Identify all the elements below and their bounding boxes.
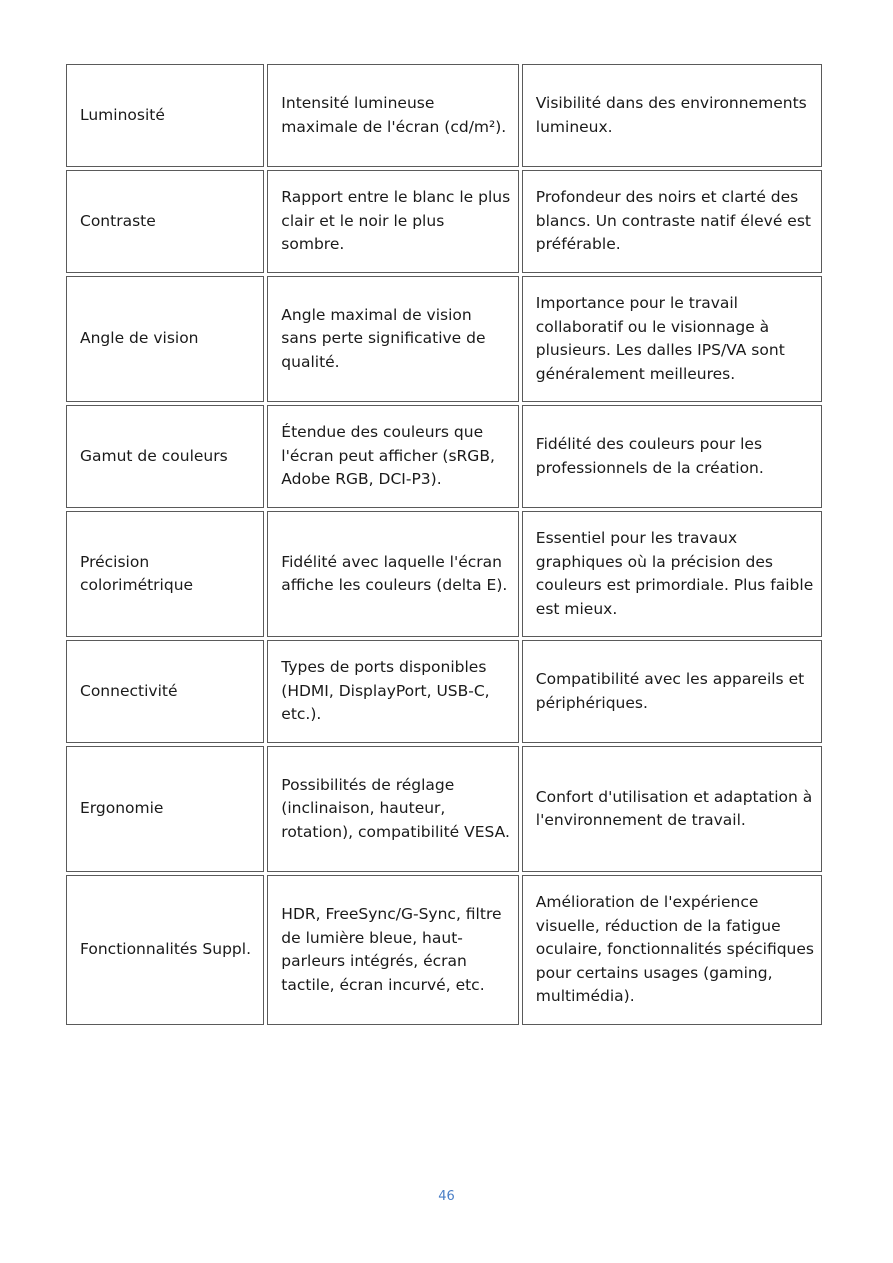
term-cell: Précision colorimétrique xyxy=(66,511,264,637)
term-cell: Ergonomie xyxy=(66,746,264,872)
definition-cell: Fidélité avec laquelle l'écran affiche les couleurs (delta E). xyxy=(267,511,518,637)
importance-cell: Amélioration de l'expérience visuelle, réduction de la fatigue oculaire, fonctionnalités spécifiques pour certains usages (gaming, multimédia). xyxy=(522,875,822,1025)
definition-cell: Types de ports disponibles (HDMI, DisplayPort, USB-C, etc.). xyxy=(267,640,518,743)
term-cell: Luminosité xyxy=(66,64,264,167)
importance-cell: Essentiel pour les travaux graphiques où la précision des couleurs est primordiale. Plus faible est mieux. xyxy=(522,511,822,637)
spec-table xyxy=(63,61,825,1028)
table-row xyxy=(66,405,822,508)
table-row xyxy=(66,640,822,743)
term-cell: Fonctionnalités Suppl. xyxy=(66,875,264,1025)
table-row xyxy=(66,746,822,872)
table-row xyxy=(66,170,822,273)
definition-cell: Étendue des couleurs que l'écran peut afficher (sRGB, Adobe RGB, DCI-P3). xyxy=(267,405,518,508)
definition-cell: Rapport entre le blanc le plus clair et le noir le plus sombre. xyxy=(267,170,518,273)
term-cell: Contraste xyxy=(66,170,264,273)
term-cell: Angle de vision xyxy=(66,276,264,402)
table-row xyxy=(66,64,822,167)
term-cell: Gamut de couleurs xyxy=(66,405,264,508)
page-number: 46 xyxy=(438,1189,455,1204)
table-row xyxy=(66,875,822,1025)
importance-cell: Visibilité dans des environnements lumineux. xyxy=(522,64,822,167)
term-cell: Connectivité xyxy=(66,640,264,743)
table-row xyxy=(66,276,822,402)
importance-cell: Importance pour le travail collaboratif ou le visionnage à plusieurs. Les dalles IPS/VA sont généralement meilleures. xyxy=(522,276,822,402)
table-row xyxy=(66,511,822,637)
definition-cell: Angle maximal de vision sans perte significative de qualité. xyxy=(267,276,518,402)
definition-cell: HDR, FreeSync/G-Sync, filtre de lumière bleue, haut-parleurs intégrés, écran tactile, écran incurvé, etc. xyxy=(267,875,518,1025)
importance-cell: Profondeur des noirs et clarté des blancs. Un contraste natif élevé est préférable. xyxy=(522,170,822,273)
importance-cell: Confort d'utilisation et adaptation à l'environnement de travail. xyxy=(522,746,822,872)
importance-cell: Compatibilité avec les appareils et périphériques. xyxy=(522,640,822,743)
definition-cell: Possibilités de réglage (inclinaison, hauteur, rotation), compatibilité VESA. xyxy=(267,746,518,872)
importance-cell: Fidélité des couleurs pour les professionnels de la création. xyxy=(522,405,822,508)
definition-cell: Intensité lumineuse maximale de l'écran (cd/m²). xyxy=(267,64,518,167)
